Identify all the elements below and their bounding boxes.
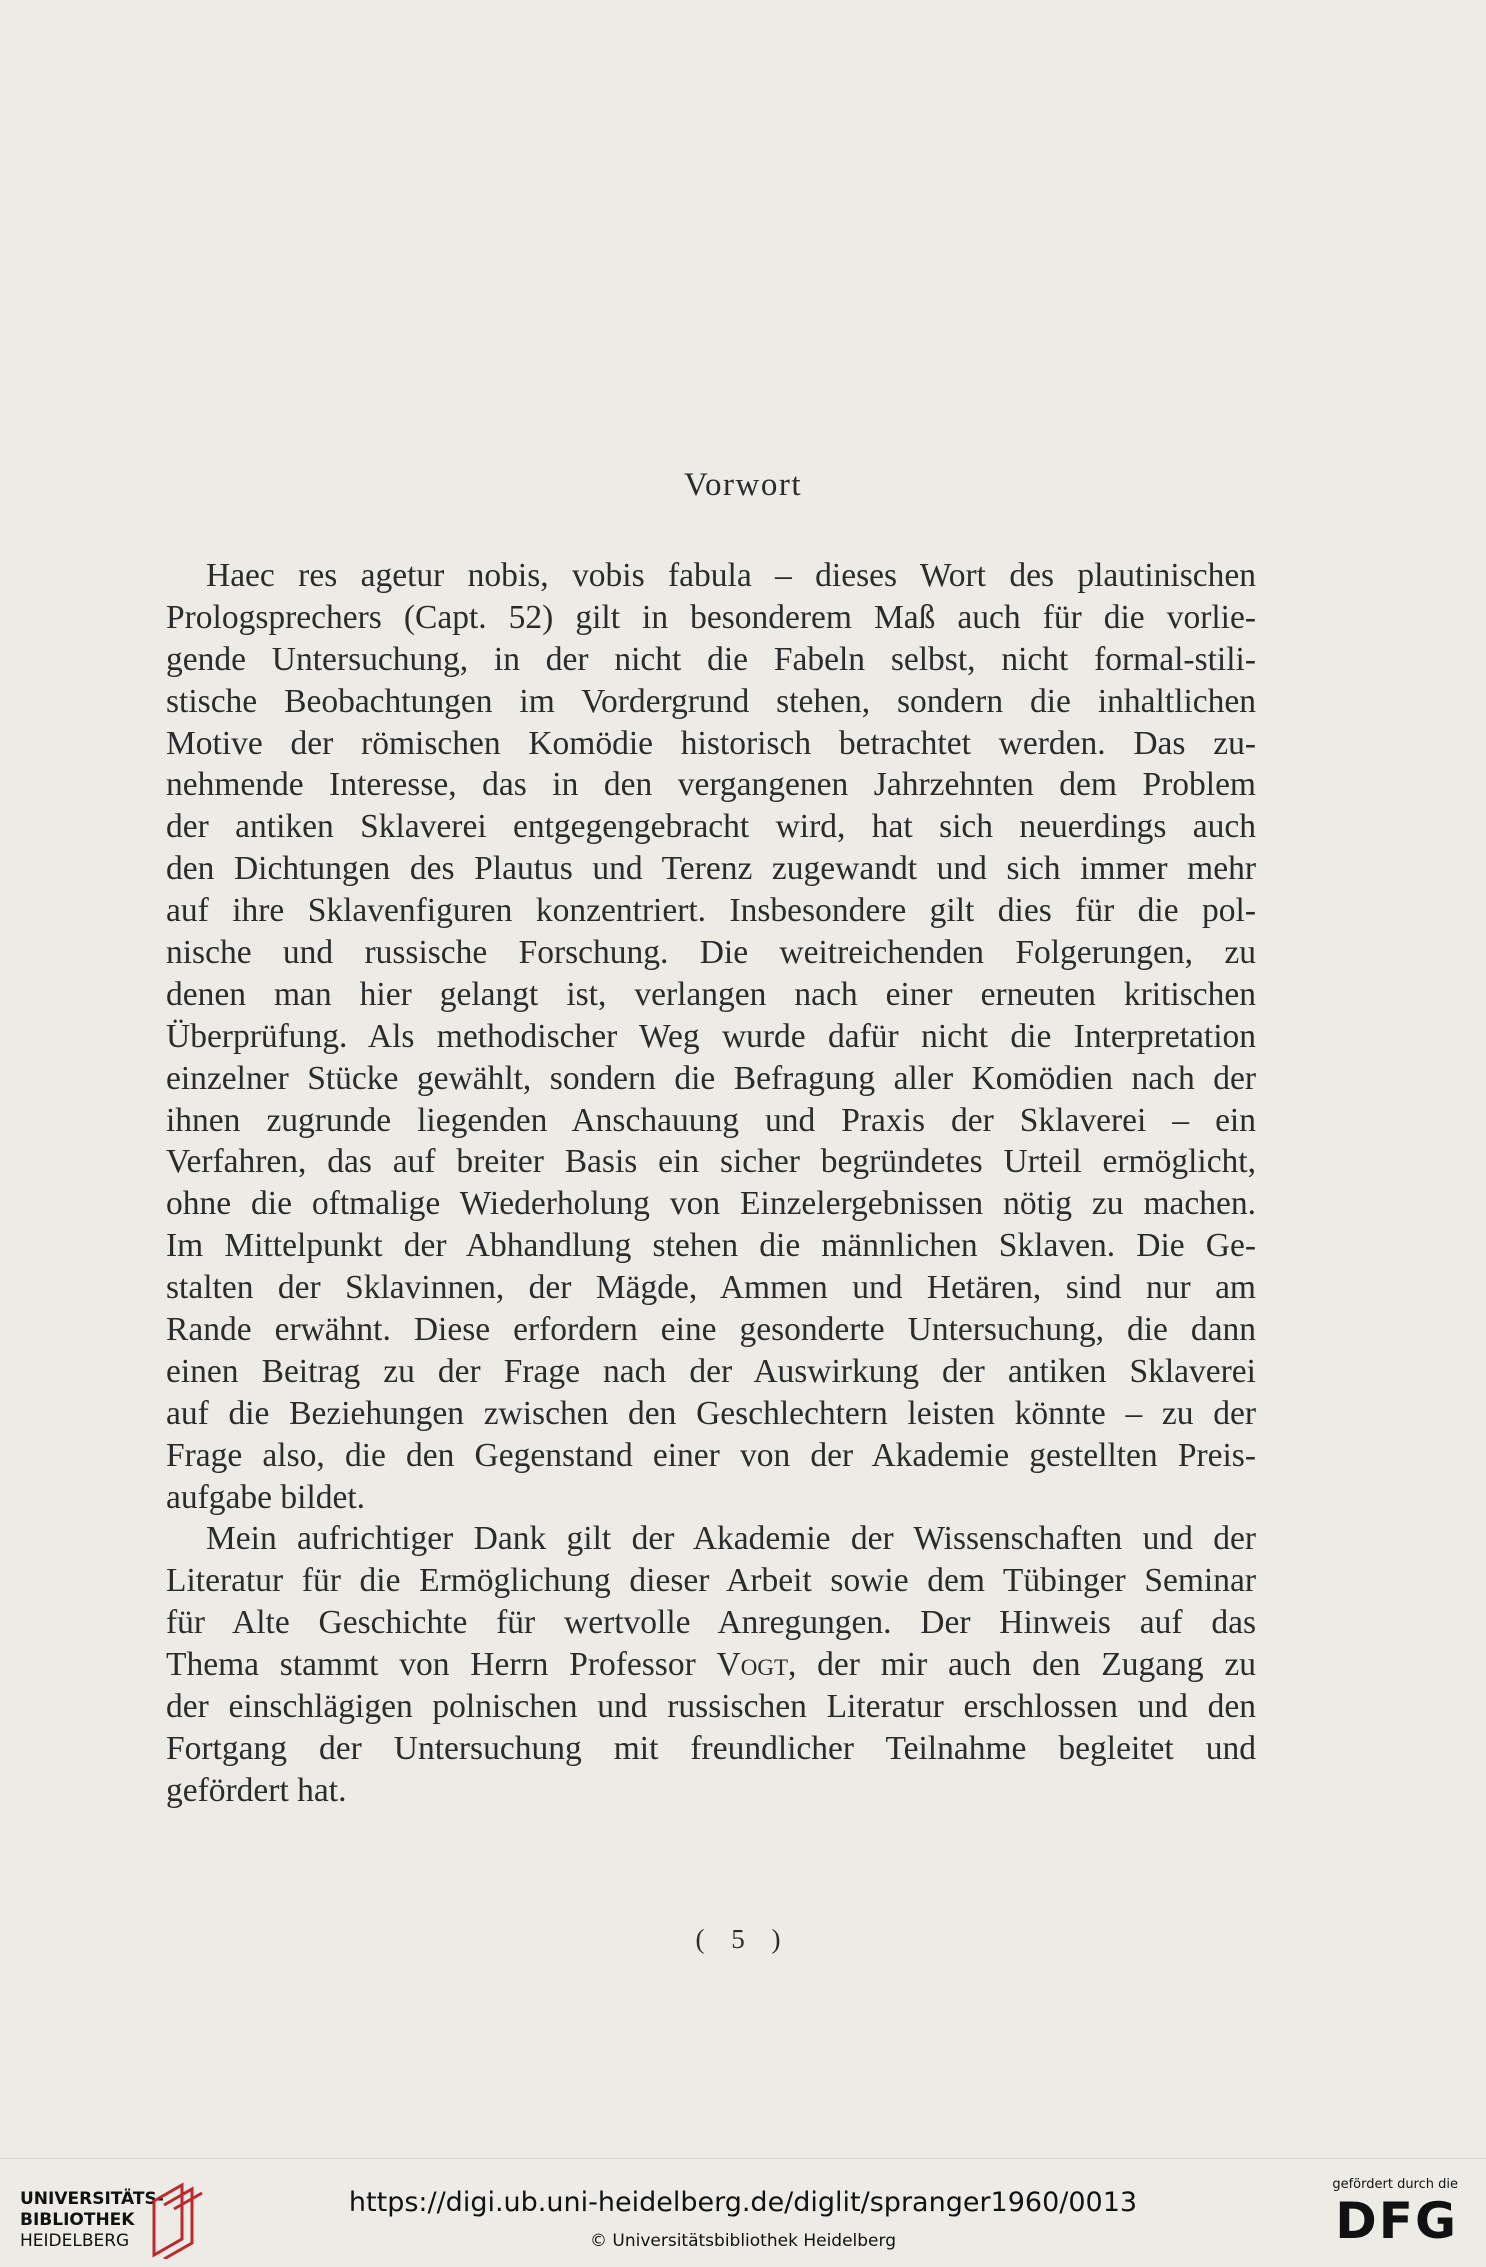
dfg-logo[interactable] <box>1318 2177 1458 2250</box>
text-line: Überprüfung. Als methodischer Weg wurde dafür nicht die Interpretation <box>166 1017 1256 1055</box>
text-line: denen man hier gelangt ist, verlangen nach einer erneuten kritischen <box>166 975 1256 1013</box>
author-name: Vogt <box>716 1646 788 1684</box>
text-line: ohne die oftmalige Wiederholung von Einzelergebnissen nötig zu machen. <box>166 1185 1256 1223</box>
library-name-line1: UNIVERSITÄTS- <box>20 2189 164 2209</box>
page-heading: Vorwort <box>683 467 803 503</box>
text-line: nische und russische Forschung. Die weitreichenden Folgerungen, zu <box>166 934 1256 972</box>
footer-bar <box>0 2158 1486 2267</box>
text-line: den Dichtungen des Plautus und Terenz zugewandt und sich immer mehr <box>166 850 1256 888</box>
text-line: Frage also, die den Gegenstand einer von der Akademie gestellten Preis- <box>166 1436 1256 1474</box>
text-line: aufgabe bildet. <box>166 1478 366 1516</box>
document-url-link[interactable]: https://digi.ub.uni-heidelberg.de/diglit/spranger1960/0013 <box>348 2187 1138 2218</box>
text-line: auf ihre Sklavenfiguren konzentriert. Insbesondere gilt dies für die pol- <box>166 892 1256 930</box>
text-fragment: Thema stammt von Herrn Professor <box>166 1646 717 1684</box>
copyright-text: © Universitätsbibliothek Heidelberg <box>589 2231 896 2251</box>
text-line: Rande erwähnt. Diese erfordern eine gesonderte Untersuchung, die dann <box>166 1311 1256 1349</box>
library-name-line2: BIBLIOTHEK <box>20 2210 135 2230</box>
funded-by-text: gefördert durch die <box>1332 2177 1458 2192</box>
text-line: Fortgang der Untersuchung mit freundlicher Teilnahme begleitet und <box>166 1729 1256 1767</box>
body-text <box>166 555 1256 1812</box>
text-line <box>166 1644 1256 1686</box>
page-number: ( 5 ) <box>695 1924 791 1954</box>
text-line: stalten der Sklavinnen, der Mägde, Ammen und Hetären, sind nur am <box>166 1269 1256 1307</box>
text-line: Mein aufrichtiger Dank gilt der Akademie der Wissenschaften und der <box>206 1520 1256 1558</box>
text-line: Motive der römischen Komödie historisch betrachtet werden. Das zu- <box>166 724 1256 762</box>
text-line: gende Untersuchung, in der nicht die Fabeln selbst, nicht formal-stili- <box>166 640 1256 678</box>
dfg-wordmark: DFG <box>1335 2192 1458 2250</box>
text-fragment: , der mir auch den Zugang zu <box>788 1646 1256 1684</box>
text-line: auf die Beziehungen zwischen den Geschlechtern leisten könnte – zu der <box>166 1394 1256 1432</box>
text-line: gefördert hat. <box>166 1771 347 1809</box>
text-line: Prologsprechers (Capt. 52) gilt in besonderem Maß auch für die vorlie- <box>166 598 1256 636</box>
library-name-line3: HEIDELBERG <box>20 2231 130 2251</box>
text-line: Im Mittelpunkt der Abhandlung stehen die männlichen Sklaven. Die Ge- <box>166 1227 1256 1265</box>
text-line: ihnen zugrunde liegenden Anschauung und Praxis der Sklaverei – ein <box>166 1101 1256 1139</box>
text-line: Verfahren, das auf breiter Basis ein sicher begründetes Urteil ermöglicht, <box>166 1143 1256 1181</box>
text-line: stische Beobachtungen im Vordergrund stehen, sondern die inhaltlichen <box>166 682 1256 720</box>
text-line: Literatur für die Ermöglichung dieser Arbeit sowie dem Tübinger Seminar <box>166 1562 1256 1600</box>
text-line: Haec res agetur nobis, vobis fabula – dieses Wort des plautinischen <box>206 557 1256 594</box>
text-line: für Alte Geschichte für wertvolle Anregungen. Der Hinweis auf das <box>166 1604 1256 1642</box>
text-line: nehmende Interesse, das in den vergangenen Jahrzehnten dem Problem <box>166 766 1256 804</box>
text-line: einen Beitrag zu der Frage nach der Auswirkung der antiken Sklaverei <box>166 1352 1256 1390</box>
text-line: einzelner Stücke gewählt, sondern die Befragung aller Komödien nach der <box>166 1059 1256 1097</box>
text-line: der einschlägigen polnischen und russischen Literatur erschlossen und den <box>166 1688 1256 1726</box>
text-line: der antiken Sklaverei entgegengebracht wird, hat sich neuerdings auch <box>166 808 1256 846</box>
